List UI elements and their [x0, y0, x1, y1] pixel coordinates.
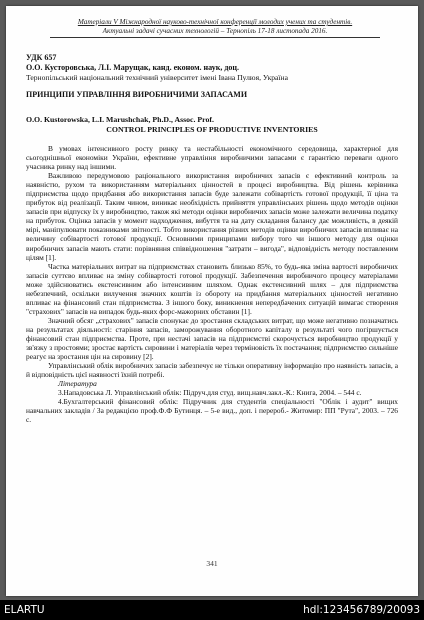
reference-item: 3.Нападовська Л. Управлінський облік: Підруч.для студ. вищ.навч.закл.-К.: Книга, 2004. – 544 с.	[58, 388, 362, 398]
repository-name: ELARTU	[4, 604, 45, 616]
header-rule	[50, 37, 380, 38]
title-en: CONTROL PRINCIPLES OF PRODUCTIVE INVENTORIES	[106, 125, 318, 134]
paragraph: В умовах інтенсивного росту ринку та нестабільності економічного середовища, характерної для сьогоднішньої економіки України, ефективне управління виробничими запасами є гарантією переваги одного учасника ринку над іншими.	[26, 144, 398, 172]
reference-item: 4.Бухгалтерський фінансовий облік: Підручник для студентів спеціальності "Облік і аудит" вищих навчальних закладів / За редакцією проф.Ф.Ф Бутинця. – 5-е вид., доп. і перероб.- Житомир: ПП "Рута", 2003. – 726 с.	[26, 397, 398, 425]
article-body	[26, 144, 398, 424]
authors-en: O.O. Kustorowska, L.I. Marushchak, Ph.D., Assoc. Prof.	[26, 115, 214, 124]
udk-code: УДК 657	[26, 53, 57, 62]
document-page	[6, 6, 418, 596]
paragraph: Управлінський облік виробничих запасів забезпечує не тільки оперативну інформацію про наявність запасів, а й відповідність цієї наявності їхній потребі.	[26, 361, 398, 380]
page-number: 341	[206, 559, 218, 568]
paragraph: Частка матеріальних витрат на підприємствах становить близько 85%, то будь-яка зміна вартості виробничих запасів суттєво впливає на зміну собівартості готової продукції. Забезпечення виробничого процесу матеріалами може здійснюватись екстенсивним або інтенсивним шляхом. Однак екстенсивний шлях – для підприємства небезпечний, оскільки вилучення значних коштів із обороту на придбання матеріальних цінностей негативно впливає на фінансовий стан підприємства. З іншого боку, виникнення непередбачених ситуацій вимагає створення "страхових" запасів на випадок будь-яких форс-мажорних обставин [1].	[26, 261, 398, 316]
conference-header-line2: Актуальні задачі сучасних технологій – Тернопіль 17-18 листопада 2016.	[102, 27, 328, 35]
paragraph: Значний обсяг „страхових" запасів спонукає до зростання складських витрат, що може негативно позначатись на результатах діяльності: старіння запасів, заморожування оборотного капіталу в результаті чого погіршується фінансовий стан підприємства. Проте, при нестачі запасів на підприємстві скорочується виробництво продукції у зв'язку з простоями; зростає вартість сировини і матеріалів через терміновість їх постачання; підприємство сильніше реагує на зростання цін на сировину [2].	[26, 315, 398, 362]
literature-heading: Література	[58, 379, 97, 389]
handle-id[interactable]: hdl:123456789/20093	[303, 604, 420, 616]
authors-ua: О.О. Кусторовська, Л.І. Марущак, канд. економ. наук, доц.	[26, 63, 240, 72]
conference-header-line1: Матеріали V Міжнародної науково-технічної конференції молодих учених та студентів.	[77, 18, 353, 26]
affiliation: Тернопільський національний технічний університет імені Івана Пулюя, Україна	[26, 73, 288, 82]
conference-header	[50, 18, 380, 38]
paragraph: Важливою передумовою раціонального використання виробничих запасів є ефективний контроль за наявністю, рухом та використанням матеріальних цінностей в процесі виробництва. Від рішень керівника підприємства щодо придбання або використання запасів буде залежати собівартість готової продукції, її ціна та прибуток від реалізації. Таким чином, виникає необхідність прийняття управлінських рішень щодо методів оцінки запасів при відпуску їх у виробництво, також які методи оцінки виробничих запасів може залежати величина податку на прибуток. Оцінка запасів у момент надходження, вибуття та на дату складання балансу дає можливість, в деякій мірі, маніпулювати показниками звітності. Тобто використання різних методів оцінки виробничих запасів впливає на величину собівартості готової продукції. Основними принципами вибору того чи іншого методу для оцінки виробничих запасів мають стати: порівняння співвідношення "затрати – вигода", відповідність методу поставленим цілям [1].	[26, 171, 398, 262]
repository-footer	[0, 600, 424, 620]
title-ua: ПРИНЦИПИ УПРАВЛІННЯ ВИРОБНИЧИМИ ЗАПАСАМИ	[26, 90, 248, 99]
